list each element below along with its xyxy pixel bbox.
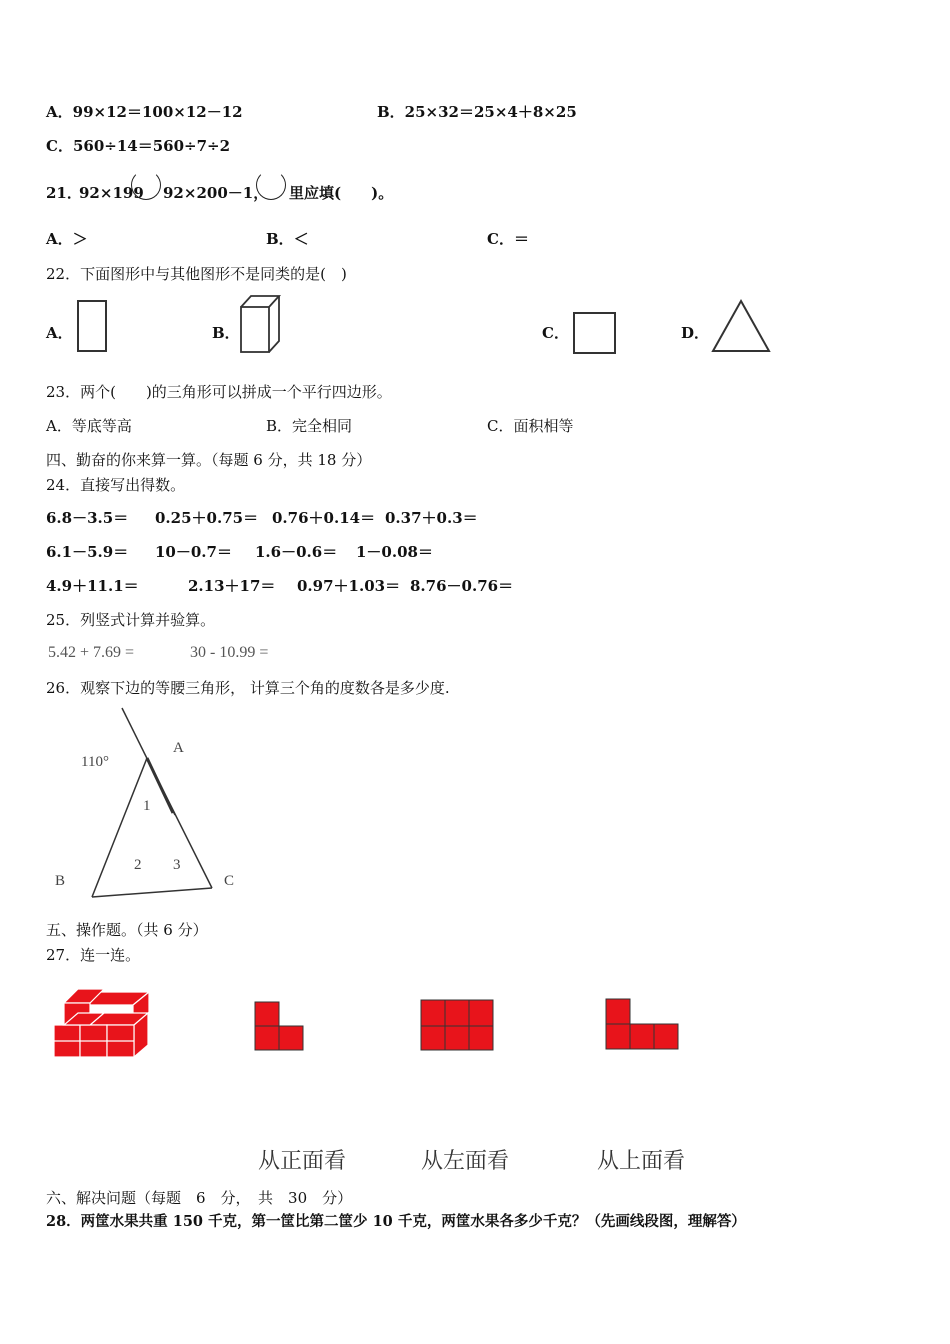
q26-vertex-c: C [224,873,235,889]
q22-label-d: D． [681,324,710,342]
q24-r3-c1: 4.9＋11.1＝ [46,577,139,595]
q23-stem: 23．两个( )的三角形可以拼成一个平行四边形。 [46,383,392,401]
q23-option-b: B．完全相同 [266,417,353,435]
q23-option-a: A．等底等高 [46,417,132,435]
q21-part1: 92×199 [79,184,144,202]
section-4-heading: 四、勤奋的你来算一算。（每题 6 分，共 18 分） [46,451,372,469]
q26-stem: 26．观察下边的等腰三角形， 计算三个角的度数各是多少度. [46,679,450,697]
q22-stem: 22．下面图形中与其他图形不是同类的是( ) [46,265,347,283]
q21-option-a: A．＞ [46,230,88,248]
q25-expr-1: 5.42 + 7.69 = [48,644,135,661]
q24-stem: 24．直接写出得数。 [46,476,186,494]
q26-angle-label: 110° [81,754,109,770]
q26-vertex-b: B [55,873,66,889]
q24-r1-c3: 0.76＋0.14＝ [272,509,376,527]
q26-angle-2: 2 [134,857,142,873]
q20-option-b: B．25×32＝25×4＋8×25 [377,103,577,121]
q24-r1-c2: 0.25＋0.75＝ [155,509,259,527]
view-shape-l-small [253,1000,307,1054]
q23-option-c: C．面积相等 [487,417,574,435]
q24-r2-c2: 10－0.7＝ [155,543,232,561]
q20-option-c: C．560÷14＝560÷7÷2 [46,137,231,155]
q25-stem: 25．列竖式计算并验算。 [46,611,216,629]
q24-r2-c1: 6.1－5.9＝ [46,543,129,561]
q21-part2: 92×200－1， [163,184,269,202]
cube-stack-figure [50,985,160,1063]
q22-label-b: B． [212,324,240,342]
q22-label-a: A． [46,324,73,342]
view-label-top: 从上面看 [597,1149,686,1174]
view-label-left: 从左面看 [421,1149,510,1174]
square-figure [572,310,618,356]
cuboid-figure [238,293,284,357]
q21-option-b: B．＜ [266,230,309,248]
section-6-heading: 六、解决问题（每题 6 分， 共 30 分） [46,1189,353,1207]
view-shape-grid [419,998,497,1054]
q21-option-c: C．＝ [487,230,529,248]
q25-expr-2: 30 - 10.99 = [190,644,269,661]
section-5-heading: 五、操作题。（共 6 分） [46,921,208,939]
q24-r2-c4: 1－0.08＝ [356,543,433,561]
view-label-front: 从正面看 [258,1149,347,1174]
rectangle-figure [76,298,110,356]
triangle-figure [710,298,774,356]
q28-stem: 28．两筐水果共重 150 千克，第一筐比第二筐少 10 千克，两筐水果各多少千克？（先画线段图，理解答） [46,1213,746,1230]
q24-r3-c4: 8.76－0.76＝ [410,577,514,595]
q24-r1-c4: 0.37＋0.3＝ [385,509,478,527]
q21-part3: 里应填( )。 [289,184,394,202]
q26-vertex-a: A [173,740,184,756]
q24-r3-c3: 0.97＋1.03＝ [297,577,401,595]
q21-number: 21． [46,184,82,202]
view-shape-l-wide [604,997,682,1053]
q24-r3-c2: 2.13＋17＝ [188,577,276,595]
q24-r1-c1: 6.8－3.5＝ [46,509,129,527]
q26-angle-3: 3 [173,857,181,873]
q27-stem: 27．连一连。 [46,946,141,964]
q21-blank-circle-1 [131,170,161,200]
q22-label-c: C． [542,324,569,342]
q24-r2-c3: 1.6－0.6＝ [255,543,338,561]
q21-blank-circle-2 [256,170,286,200]
q26-angle-1: 1 [143,798,151,814]
q20-option-a: A．99×12＝100×12－12 [46,103,243,121]
